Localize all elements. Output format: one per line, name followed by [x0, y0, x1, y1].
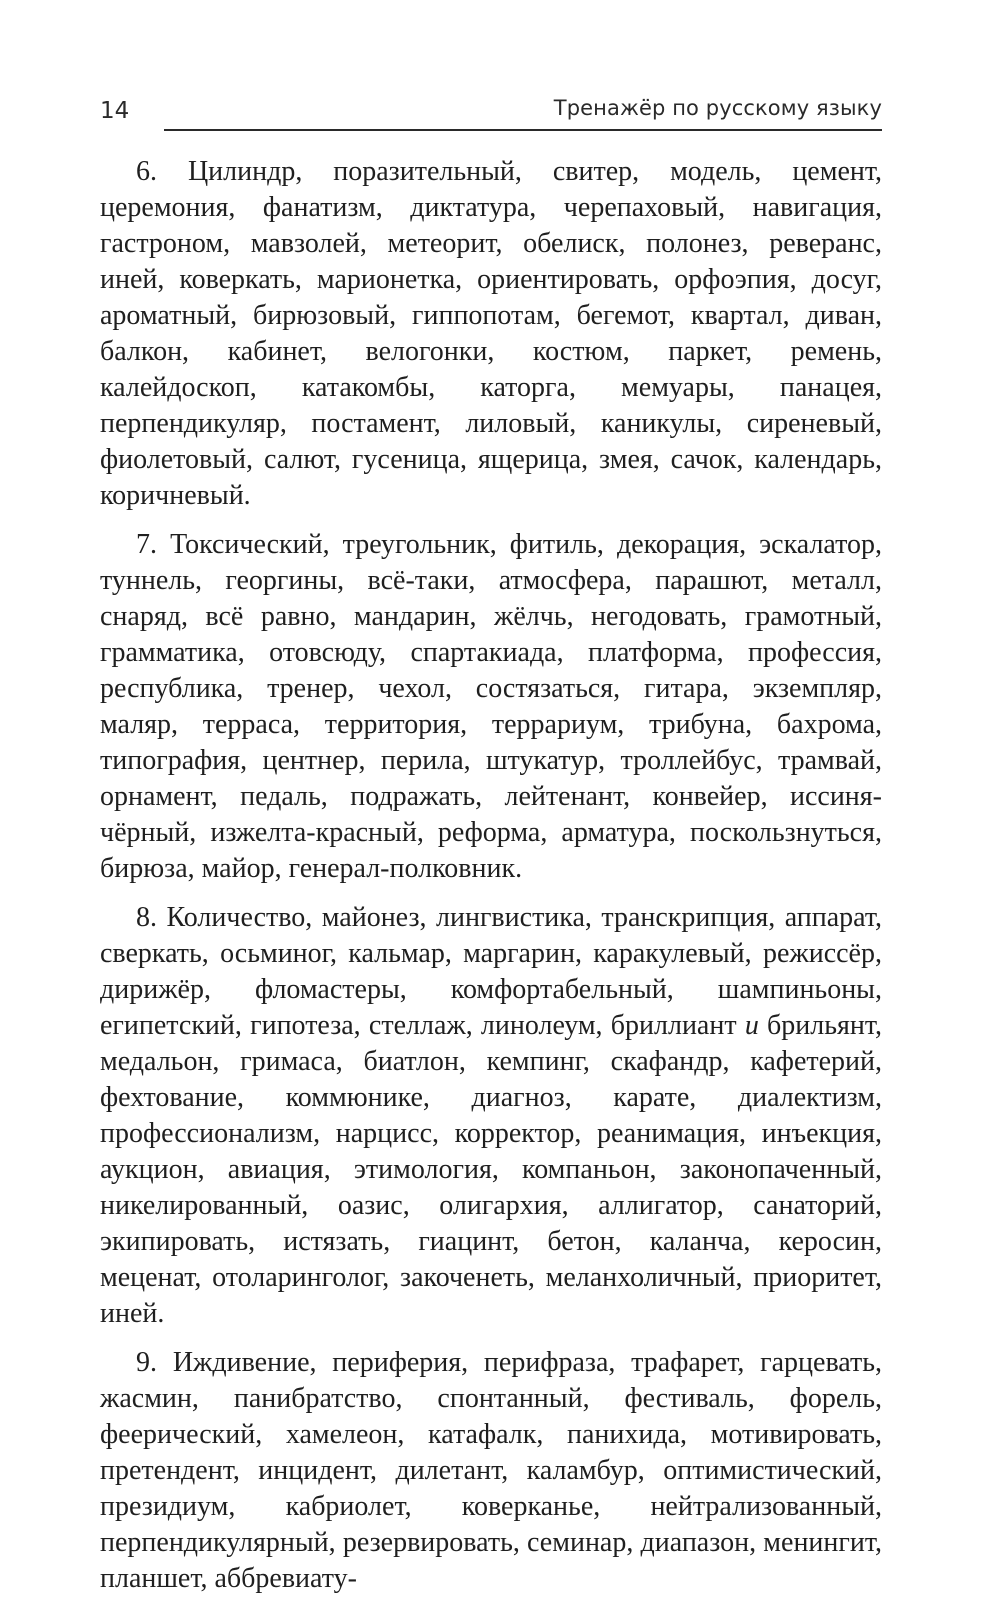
- italic-conjunction: и: [744, 1010, 759, 1041]
- exercise-paragraph-9: [100, 1345, 882, 1597]
- page-header: [100, 92, 882, 132]
- paragraph-text: Иждивение, периферия, перифраза, трафарет, гарцевать, жасмин, панибратство, спонтанный, фестиваль, форель, феерический, хамелеон, катафалк, панихида, мотивировать, претендент, инцидент, дилетант, каламбур, оптимистический, президиум, кабриолет, коверканье, нейтрализованный, перпендикулярный, резервировать, семинар, диапазон, менингит, планшет, аббревиату-: [100, 1347, 883, 1594]
- page-body: [100, 154, 882, 1610]
- header-rule: [164, 129, 882, 131]
- paragraph-number: 9.: [136, 1347, 157, 1378]
- running-title: Тренажёр по русскому языку: [553, 96, 882, 120]
- paragraph-text: Цилиндр, поразительный, свитер, модель, цемент, церемония, фанатизм, диктатура, черепаховый, навигация, гастроном, мавзолей, метеорит, обелиск, полонез, реверанс, иней, коверкать, марионетка, ориентировать, орфоэпия, досуг, ароматный, бирюзовый, гиппопотам, бегемот, квартал, диван, балкон, кабинет, велогонки, костюм, паркет, ремень, калейдоскоп, катакомбы, каторга, мемуары, панацея, перпендикуляр, постамент, лиловый, каникулы, сиреневый, фиолетовый, салют, гусеница, ящерица, змея, сачок, календарь, коричневый.: [100, 156, 882, 511]
- paragraph-number: 8.: [136, 902, 157, 933]
- paragraph-text-part-2: брильянт, медальон, гримаса, биатлон, кемпинг, скафандр, кафетерий, фехтование, коммюнике, диагноз, карате, диалектизм, профессионализм, нарцисс, корректор, реанимация, инъекция, аукцион, авиация, этимология, компаньон, законопаченный, никелированный, оазис, олигархия, аллигатор, санаторий, экипировать, истязать, гиацинт, бетон, каланча, керосин, меценат, отоларинголог, закоченеть, меланхоличный, приоритет, иней.: [100, 1010, 882, 1329]
- paragraph-text: Токсический, треугольник, фитиль, декорация, эскалатор, туннель, георгины, всё-таки, атмосфера, парашют, металл, снаряд, всё равно, мандарин, жёлчь, негодовать, грамотный, грамматика, отовсюду, спартакиада, платформа, профессия, республика, тренер, чехол, состязаться, гитара, экземпляр, маляр, терраса, территория, террариум, трибуна, бахрома, типография, центнер, перила, штукатур, троллейбус, трамвай, орнамент, педаль, подражать, лейтенант, конвейер, иссиня-чёрный, изжелта-красный, реформа, арматура, поскользнуться, бирюза, майор, генерал-полковник.: [100, 529, 882, 884]
- exercise-paragraph-7: [100, 527, 882, 887]
- paragraph-number: 7.: [136, 529, 157, 560]
- exercise-paragraph-6: [100, 154, 882, 514]
- paragraph-number: 6.: [136, 156, 157, 187]
- page-number: 14: [100, 98, 130, 124]
- paragraph-text-part-1: Количество, майонез, лингвистика, транскрипция, аппарат, сверкать, осьминог, кальмар, маргарин, каракулевый, режиссёр, дирижёр, фломастеры, комфортабельный, шампиньоны, египетский, гипотеза, стеллаж, линолеум, бриллиант: [100, 902, 882, 1041]
- exercise-paragraph-8: [100, 900, 882, 1332]
